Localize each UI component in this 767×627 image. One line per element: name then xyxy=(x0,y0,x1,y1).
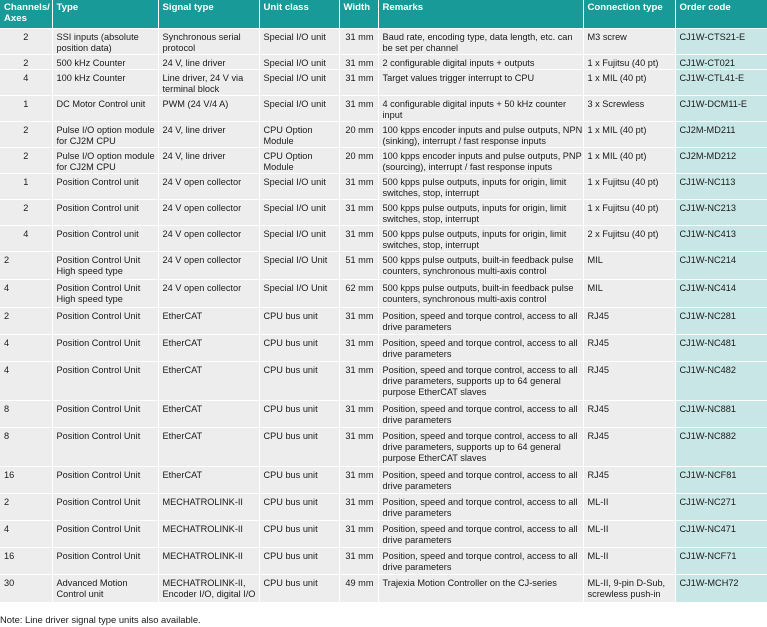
cell-remarks: Position, speed and torque control, access to all drive parameters xyxy=(378,521,583,548)
header-remarks: Remarks xyxy=(378,0,583,29)
cell-width: 49 mm xyxy=(339,575,378,602)
table-row xyxy=(0,280,767,308)
cell-width: 20 mm xyxy=(339,148,378,174)
table-row xyxy=(0,362,767,401)
table-row xyxy=(0,200,767,226)
cell-remarks: Baud rate, encoding type, data length, etc. can be set per channel xyxy=(378,29,583,55)
cell-channels: 4 xyxy=(0,335,52,362)
cell-channels: 16 xyxy=(0,467,52,494)
cell-connection-type: MIL xyxy=(583,252,675,280)
cell-order-code: CJ1W-NC471 xyxy=(675,521,767,548)
cell-remarks: 500 kpps pulse outputs, inputs for origin, limit switches, stop, interrupt xyxy=(378,200,583,226)
cell-type: Position Control Unit High speed type xyxy=(52,252,158,280)
table-row xyxy=(0,226,767,252)
cell-unit-class: CPU bus unit xyxy=(259,401,339,428)
cell-width: 31 mm xyxy=(339,55,378,70)
cell-type: Pulse I/O option module for CJ2M CPU xyxy=(52,148,158,174)
cell-channels: 16 xyxy=(0,548,52,575)
cell-remarks: 4 configurable digital inputs + 50 kHz counter input xyxy=(378,96,583,122)
cell-order-code: CJ1W-NCF81 xyxy=(675,467,767,494)
cell-connection-type: ML-II xyxy=(583,521,675,548)
cell-width: 31 mm xyxy=(339,96,378,122)
table-row xyxy=(0,428,767,467)
cell-type: DC Motor Control unit xyxy=(52,96,158,122)
cell-order-code: CJ1W-NC413 xyxy=(675,226,767,252)
cell-unit-class: CPU bus unit xyxy=(259,428,339,467)
cell-remarks: Position, speed and torque control, access to all drive parameters xyxy=(378,467,583,494)
cell-remarks: Position, speed and torque control, access to all drive parameters xyxy=(378,494,583,521)
cell-order-code: CJ1W-NC113 xyxy=(675,174,767,200)
cell-signal-type: 24 V, line driver xyxy=(158,148,259,174)
cell-channels: 2 xyxy=(0,148,52,174)
cell-signal-type: Line driver, 24 V via terminal block xyxy=(158,70,259,96)
cell-channels: 4 xyxy=(0,521,52,548)
cell-type: SSI inputs (absolute position data) xyxy=(52,29,158,55)
cell-unit-class: CPU bus unit xyxy=(259,521,339,548)
cell-type: Position Control unit xyxy=(52,200,158,226)
cell-order-code: CJ1W-NC882 xyxy=(675,428,767,467)
header-row xyxy=(0,0,767,29)
cell-type: Position Control Unit xyxy=(52,467,158,494)
cell-order-code: CJ1W-NC281 xyxy=(675,308,767,335)
cell-signal-type: MECHATROLINK-II, Encoder I/O, digital I/O xyxy=(158,575,259,602)
cell-type: Position Control Unit High speed type xyxy=(52,280,158,308)
cell-channels: 2 xyxy=(0,200,52,226)
cell-signal-type: 24 V, line driver xyxy=(158,55,259,70)
cell-signal-type: 24 V, line driver xyxy=(158,122,259,148)
cell-remarks: Trajexia Motion Controller on the CJ-series xyxy=(378,575,583,602)
cell-remarks: 500 kpps pulse outputs, inputs for origin, limit switches, stop, interrupt xyxy=(378,174,583,200)
cell-type: Position Control Unit xyxy=(52,428,158,467)
cell-signal-type: EtherCAT xyxy=(158,428,259,467)
header-connection-type: Connection type xyxy=(583,0,675,29)
cell-connection-type: 1 x Fujitsu (40 pt) xyxy=(583,55,675,70)
cell-connection-type: RJ45 xyxy=(583,467,675,494)
cell-channels: 8 xyxy=(0,401,52,428)
cell-channels: 8 xyxy=(0,428,52,467)
cell-type: 500 kHz Counter xyxy=(52,55,158,70)
cell-order-code: CJ2M-MD212 xyxy=(675,148,767,174)
cell-connection-type: RJ45 xyxy=(583,401,675,428)
cell-width: 31 mm xyxy=(339,521,378,548)
table-row xyxy=(0,548,767,575)
cell-channels: 4 xyxy=(0,70,52,96)
cell-channels: 1 xyxy=(0,174,52,200)
table-row xyxy=(0,335,767,362)
table-row xyxy=(0,467,767,494)
cell-type: Pulse I/O option module for CJ2M CPU xyxy=(52,122,158,148)
cell-width: 31 mm xyxy=(339,29,378,55)
cell-connection-type: 1 x MIL (40 pt) xyxy=(583,122,675,148)
cell-remarks: 100 kpps encoder inputs and pulse outputs, NPN (sinking), interrupt / fast response inputs xyxy=(378,122,583,148)
header-unit-class: Unit class xyxy=(259,0,339,29)
cell-signal-type: EtherCAT xyxy=(158,335,259,362)
cell-unit-class: Special I/O unit xyxy=(259,55,339,70)
cell-remarks: Position, speed and torque control, access to all drive parameters xyxy=(378,548,583,575)
cell-width: 31 mm xyxy=(339,401,378,428)
cell-unit-class: CPU bus unit xyxy=(259,308,339,335)
cell-type: Position Control Unit xyxy=(52,335,158,362)
cell-unit-class: Special I/O unit xyxy=(259,70,339,96)
cell-connection-type: RJ45 xyxy=(583,428,675,467)
cell-channels: 4 xyxy=(0,226,52,252)
cell-channels: 2 xyxy=(0,55,52,70)
cell-unit-class: Special I/O unit xyxy=(259,96,339,122)
cell-order-code: CJ1W-NC213 xyxy=(675,200,767,226)
cell-connection-type: MIL xyxy=(583,280,675,308)
cell-width: 51 mm xyxy=(339,252,378,280)
cell-signal-type: 24 V open collector xyxy=(158,280,259,308)
table-row xyxy=(0,252,767,280)
cell-signal-type: MECHATROLINK-II xyxy=(158,548,259,575)
cell-unit-class: Special I/O Unit xyxy=(259,252,339,280)
cell-type: Position Control unit xyxy=(52,174,158,200)
cell-channels: 2 xyxy=(0,308,52,335)
cell-width: 31 mm xyxy=(339,494,378,521)
cell-type: Position Control Unit xyxy=(52,521,158,548)
cell-type: Position Control unit xyxy=(52,226,158,252)
cell-remarks: Position, speed and torque control, access to all drive parameters xyxy=(378,335,583,362)
cell-remarks: 2 configurable digital inputs + outputs xyxy=(378,55,583,70)
header-signal-type: Signal type xyxy=(158,0,259,29)
cell-width: 31 mm xyxy=(339,308,378,335)
cell-connection-type: 1 x Fujitsu (40 pt) xyxy=(583,200,675,226)
cell-connection-type: RJ45 xyxy=(583,308,675,335)
cell-channels: 2 xyxy=(0,29,52,55)
table-row xyxy=(0,55,767,70)
cell-width: 31 mm xyxy=(339,548,378,575)
cell-connection-type: RJ45 xyxy=(583,335,675,362)
cell-channels: 2 xyxy=(0,252,52,280)
cell-order-code: CJ1W-NC881 xyxy=(675,401,767,428)
table-row xyxy=(0,521,767,548)
cell-unit-class: CPU bus unit xyxy=(259,467,339,494)
cell-order-code: CJ1W-DCM11-E xyxy=(675,96,767,122)
cell-order-code: CJ1W-CTS21-E xyxy=(675,29,767,55)
table-row xyxy=(0,494,767,521)
cell-connection-type: ML-II, 9-pin D-Sub, screwless push-in xyxy=(583,575,675,602)
cell-channels: 1 xyxy=(0,96,52,122)
cell-order-code: CJ1W-NC271 xyxy=(675,494,767,521)
cell-remarks: Position, speed and torque control, access to all drive parameters xyxy=(378,308,583,335)
cell-width: 31 mm xyxy=(339,200,378,226)
cell-connection-type: RJ45 xyxy=(583,362,675,401)
cell-signal-type: 24 V open collector xyxy=(158,252,259,280)
cell-remarks: Target values trigger interrupt to CPU xyxy=(378,70,583,96)
cell-type: Advanced Motion Control unit xyxy=(52,575,158,602)
header-order-code: Order code xyxy=(675,0,767,29)
cell-width: 31 mm xyxy=(339,70,378,96)
cell-channels: 2 xyxy=(0,122,52,148)
cell-channels: 2 xyxy=(0,494,52,521)
cell-connection-type: 1 x MIL (40 pt) xyxy=(583,148,675,174)
cell-order-code: CJ1W-NC414 xyxy=(675,280,767,308)
cell-width: 20 mm xyxy=(339,122,378,148)
table-row xyxy=(0,308,767,335)
cell-width: 31 mm xyxy=(339,428,378,467)
cell-unit-class: CPU Option Module xyxy=(259,122,339,148)
cell-width: 62 mm xyxy=(339,280,378,308)
cell-type: Position Control Unit xyxy=(52,362,158,401)
table-row xyxy=(0,148,767,174)
cell-unit-class: Special I/O Unit xyxy=(259,280,339,308)
cell-width: 31 mm xyxy=(339,174,378,200)
table-row xyxy=(0,29,767,55)
cell-signal-type: Synchronous serial protocol xyxy=(158,29,259,55)
cell-signal-type: 24 V open collector xyxy=(158,200,259,226)
header-type: Type xyxy=(52,0,158,29)
cell-type: Position Control Unit xyxy=(52,308,158,335)
header-channels: Channels/ Axes xyxy=(0,0,52,29)
cell-unit-class: CPU Option Module xyxy=(259,148,339,174)
cell-signal-type: EtherCAT xyxy=(158,401,259,428)
cell-remarks: 500 kpps pulse outputs, built-in feedback pulse counters, synchronous multi-axis control xyxy=(378,280,583,308)
cell-unit-class: Special I/O unit xyxy=(259,226,339,252)
cell-remarks: Position, speed and torque control, access to all drive parameters xyxy=(378,401,583,428)
cell-connection-type: 1 x MIL (40 pt) xyxy=(583,70,675,96)
cell-unit-class: CPU bus unit xyxy=(259,575,339,602)
table-row xyxy=(0,401,767,428)
table-row xyxy=(0,96,767,122)
cell-signal-type: MECHATROLINK-II xyxy=(158,494,259,521)
cell-order-code: CJ1W-NC481 xyxy=(675,335,767,362)
cell-order-code: CJ1W-MCH72 xyxy=(675,575,767,602)
cell-remarks: 100 kpps encoder inputs and pulse outputs, PNP (sourcing), interrupt / fast response inputs xyxy=(378,148,583,174)
table-body xyxy=(0,29,767,602)
cell-signal-type: 24 V open collector xyxy=(158,174,259,200)
cell-channels: 4 xyxy=(0,280,52,308)
table-row xyxy=(0,174,767,200)
cell-order-code: CJ2M-MD211 xyxy=(675,122,767,148)
cell-type: 100 kHz Counter xyxy=(52,70,158,96)
table-row xyxy=(0,122,767,148)
cell-remarks: Position, speed and torque control, access to all drive parameters, supports up to 64 general purpose EtherCAT slaves xyxy=(378,428,583,467)
cell-remarks: Position, speed and torque control, access to all drive parameters, supports up to 64 general purpose EtherCAT slaves xyxy=(378,362,583,401)
cell-unit-class: CPU bus unit xyxy=(259,548,339,575)
cell-connection-type: ML-II xyxy=(583,494,675,521)
cell-order-code: CJ1W-NCF71 xyxy=(675,548,767,575)
cell-signal-type: 24 V open collector xyxy=(158,226,259,252)
footnote: Note: Line driver signal type units also available. xyxy=(0,614,201,625)
cell-connection-type: 1 x Fujitsu (40 pt) xyxy=(583,174,675,200)
cell-order-code: CJ1W-NC482 xyxy=(675,362,767,401)
cell-width: 31 mm xyxy=(339,362,378,401)
cell-unit-class: CPU bus unit xyxy=(259,362,339,401)
cell-order-code: CJ1W-NC214 xyxy=(675,252,767,280)
cell-signal-type: EtherCAT xyxy=(158,308,259,335)
cell-type: Position Control Unit xyxy=(52,401,158,428)
cell-signal-type: PWM (24 V/4 A) xyxy=(158,96,259,122)
cell-connection-type: 2 x Fujitsu (40 pt) xyxy=(583,226,675,252)
cell-channels: 30 xyxy=(0,575,52,602)
cell-channels: 4 xyxy=(0,362,52,401)
cell-unit-class: Special I/O unit xyxy=(259,174,339,200)
cell-width: 31 mm xyxy=(339,335,378,362)
header-width: Width xyxy=(339,0,378,29)
cell-connection-type: M3 screw xyxy=(583,29,675,55)
cell-unit-class: CPU bus unit xyxy=(259,335,339,362)
cell-type: Position Control Unit xyxy=(52,548,158,575)
cell-type: Position Control Unit xyxy=(52,494,158,521)
cell-order-code: CJ1W-CTL41-E xyxy=(675,70,767,96)
table-row xyxy=(0,70,767,96)
cell-remarks: 500 kpps pulse outputs, built-in feedback pulse counters, synchronous multi-axis control xyxy=(378,252,583,280)
cell-signal-type: EtherCAT xyxy=(158,467,259,494)
cell-connection-type: 3 x Screwless xyxy=(583,96,675,122)
cell-remarks: 500 kpps pulse outputs, inputs for origin, limit switches, stop, interrupt xyxy=(378,226,583,252)
cell-width: 31 mm xyxy=(339,226,378,252)
cell-unit-class: CPU bus unit xyxy=(259,494,339,521)
cell-order-code: CJ1W-CT021 xyxy=(675,55,767,70)
cell-unit-class: Special I/O unit xyxy=(259,200,339,226)
table-row xyxy=(0,575,767,602)
cell-connection-type: ML-II xyxy=(583,548,675,575)
cell-signal-type: MECHATROLINK-II xyxy=(158,521,259,548)
cell-signal-type: EtherCAT xyxy=(158,362,259,401)
cell-width: 31 mm xyxy=(339,467,378,494)
cell-unit-class: Special I/O unit xyxy=(259,29,339,55)
